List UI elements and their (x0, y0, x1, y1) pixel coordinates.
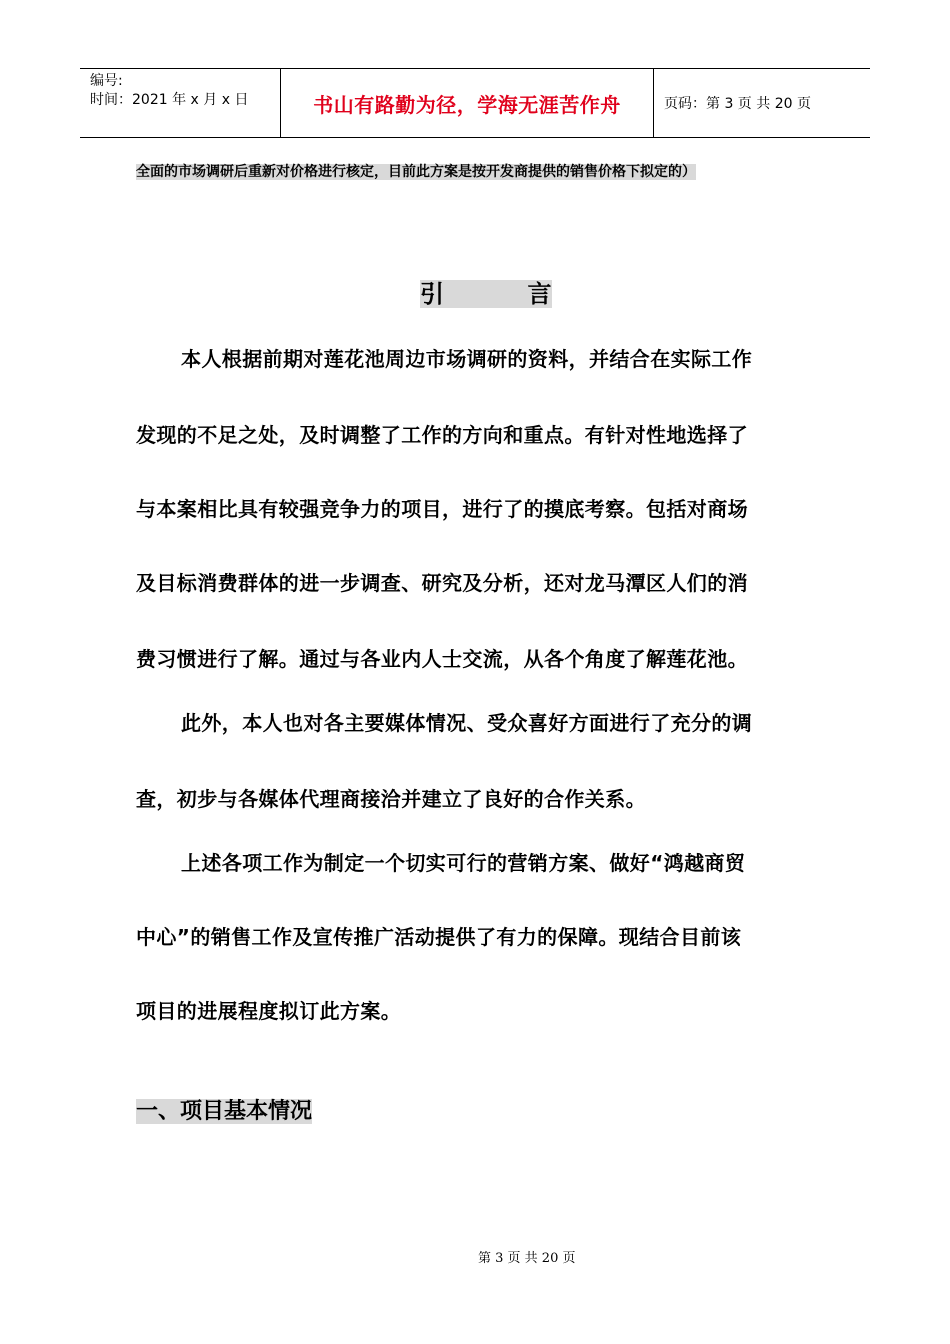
header-page-cell (654, 69, 870, 137)
note-text: 全面的市场调研后重新对价格进行核定，目前此方案是按开发商提供的销售价格下拟定的） (136, 164, 696, 180)
footer-page-number: 第 3 页 共 20 页 (478, 1251, 576, 1266)
note-line (136, 162, 696, 182)
intro-title (420, 278, 552, 310)
chapter-heading-text: 一、项目基本情况 (136, 1099, 313, 1124)
paragraph-line: 上述各项工作为制定一个切实可行的营销方案、做好“鸿越商贸 (181, 851, 746, 875)
paragraph-line: 本人根据前期对莲花池周边市场调研的资料，并结合在实际工作 (181, 347, 753, 371)
header-motto: 书山有路勤为径，学海无涯苦作舟 (313, 92, 621, 117)
paragraph-line: 发现的不足之处，及时调整了工作的方向和重点。有针对性地选择了 (136, 423, 748, 447)
header-meta (80, 69, 281, 137)
page-header (80, 68, 870, 138)
header-page-label: 页码：第 3 页 共 20 页 (664, 96, 811, 112)
paragraph-line: 项目的进展程度拟订此方案。 (136, 999, 402, 1023)
page-footer (0, 1247, 950, 1266)
paragraph-line: 此外，本人也对各主要媒体情况、受众喜好方面进行了充分的调 (181, 711, 753, 735)
paragraph-line: 查，初步与各媒体代理商接洽并建立了良好的合作关系。 (136, 787, 646, 811)
paragraph-line: 中心”的销售工作及宣传推广活动提供了有力的保障。现结合目前该 (136, 925, 742, 949)
paragraph-line: 及目标消费群体的进一步调查、研究及分析，还对龙马潭区人们的消 (136, 571, 748, 595)
serial-label: 编号: (90, 73, 123, 89)
paragraph-line: 与本案相比具有较强竞争力的项目，进行了的摸底考察。包括对商场 (136, 497, 748, 521)
header-motto-cell (281, 69, 654, 137)
intro-title-text: 引 言 (420, 280, 552, 308)
paragraph-line: 费习惯进行了解。通过与各业内人士交流，从各个角度了解莲花池。 (136, 647, 748, 671)
chapter-heading (136, 1097, 312, 1127)
date-label: 时间：2021 年 x 月 x 日 (90, 92, 249, 108)
